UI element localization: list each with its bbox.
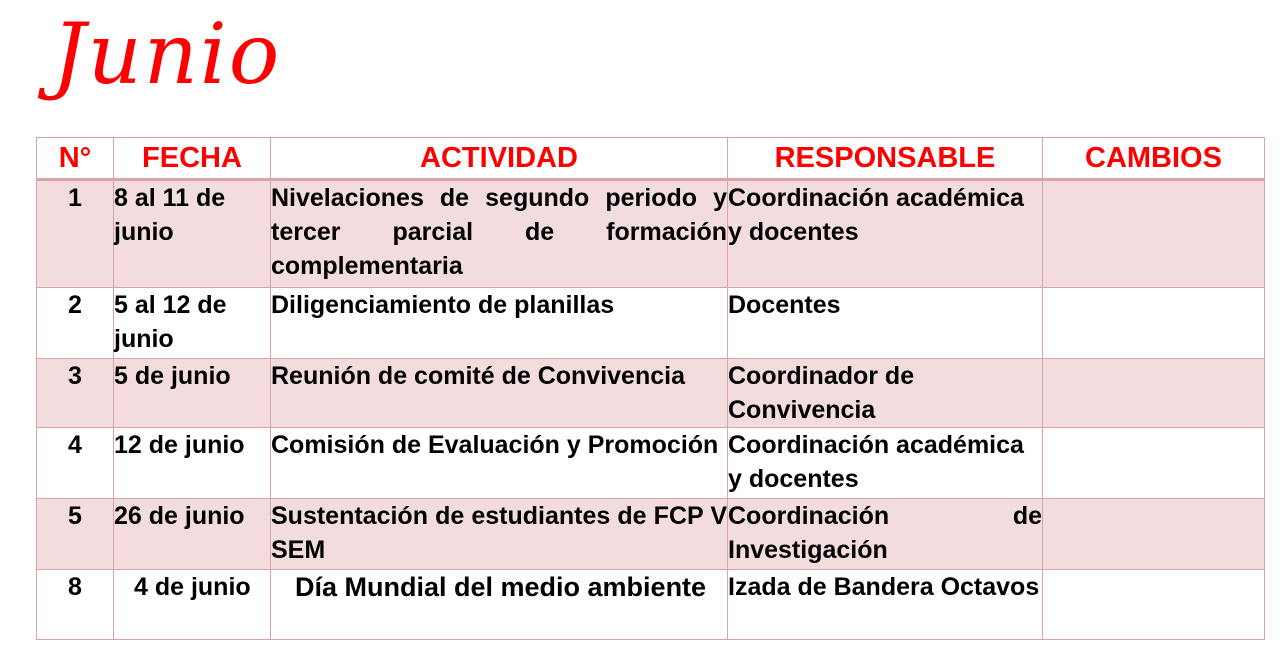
table-header-row	[37, 138, 1265, 180]
row-number: 3	[37, 359, 114, 428]
row-changes[interactable]	[1043, 359, 1265, 428]
row-activity: Diligenciamiento de planillas	[271, 288, 728, 359]
row-activity: Reunión de comité de Convivencia	[271, 359, 728, 428]
row-activity: Sustentación de estudiantes de FCP V SEM	[271, 499, 728, 570]
row-number: 2	[37, 288, 114, 359]
row-number: 1	[37, 180, 114, 288]
row-date: 5 al 12 de junio	[114, 288, 271, 359]
row-activity: Día Mundial del medio ambiente	[271, 570, 728, 640]
column-header-changes: CAMBIOS	[1043, 138, 1265, 180]
column-header-activity: ACTIVIDAD	[271, 138, 728, 180]
row-number: 4	[37, 428, 114, 499]
table-row	[37, 180, 1265, 288]
row-activity: Nivelaciones de segundo periodo y tercer parcial de formación complementaria	[271, 180, 728, 288]
row-changes[interactable]	[1043, 180, 1265, 288]
row-responsible: Coordinación académica y docentes	[728, 180, 1043, 288]
page-title: Junio	[52, 5, 282, 103]
row-date: 8 al 11 de junio	[114, 180, 271, 288]
row-responsible: Docentes	[728, 288, 1043, 359]
row-date: 12 de junio	[114, 428, 271, 499]
column-header-date: FECHA	[114, 138, 271, 180]
row-activity: Comisión de Evaluación y Promoción	[271, 428, 728, 499]
row-responsible: Coordinación académica y docentes	[728, 428, 1043, 499]
row-changes[interactable]	[1043, 570, 1265, 640]
column-header-number: N°	[37, 138, 114, 180]
column-header-responsible: RESPONSABLE	[728, 138, 1043, 180]
row-number: 8	[37, 570, 114, 640]
table-row	[37, 570, 1265, 640]
row-changes[interactable]	[1043, 288, 1265, 359]
row-date: 5 de junio	[114, 359, 271, 428]
row-changes[interactable]	[1043, 499, 1265, 570]
table-row	[37, 428, 1265, 499]
schedule-table	[36, 137, 1265, 640]
row-changes[interactable]	[1043, 428, 1265, 499]
row-date: 26 de junio	[114, 499, 271, 570]
row-responsible: Coordinador de Convivencia	[728, 359, 1043, 428]
table-row	[37, 288, 1265, 359]
row-number: 5	[37, 499, 114, 570]
table-row	[37, 359, 1265, 428]
row-date: 4 de junio	[114, 570, 271, 640]
row-responsible: Coordinación de Investigación	[728, 499, 1043, 570]
row-responsible: Izada de Bandera Octavos	[728, 570, 1043, 640]
table-row	[37, 499, 1265, 570]
